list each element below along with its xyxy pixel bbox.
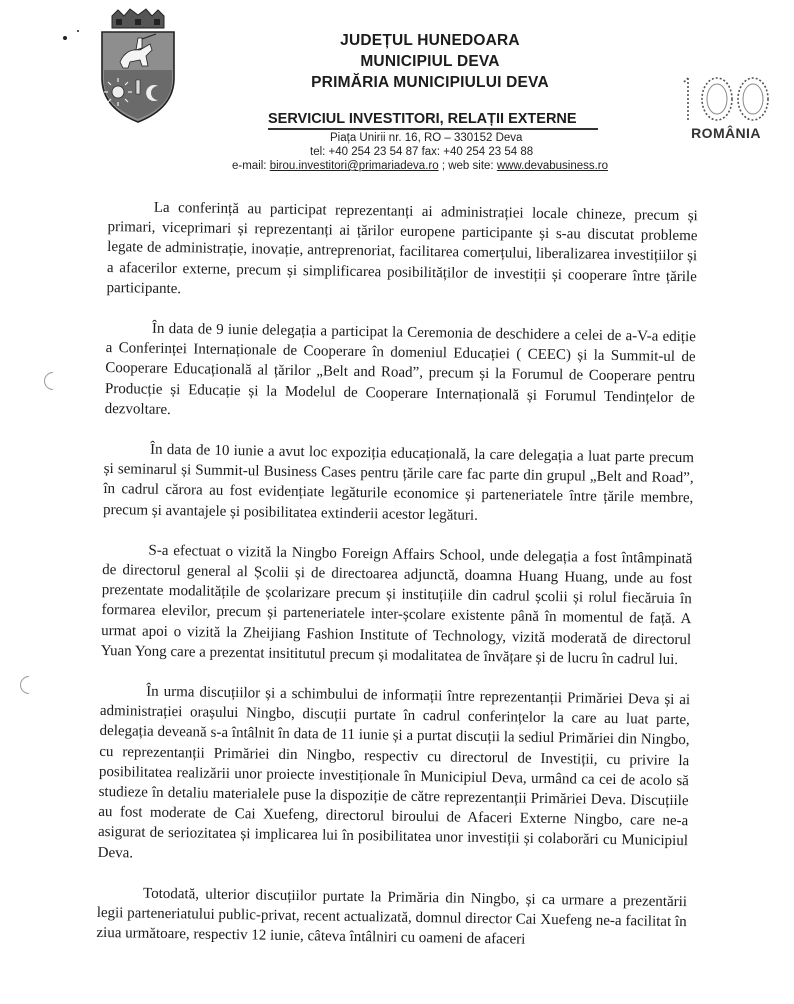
body-paragraph: Totodată, ulterior discuțiilor purtate la Primăria din Ningbo, și ca urmare a prezentării legii parteneriatului public-privat, recent actualizată, domnul director Cai Xuefeng ne-a facilitat în ziua următoare, respectiv 12 iunie, câteva întâlniri cu oameni de afaceri <box>96 885 688 948</box>
body-paragraph: În data de 9 iunie delegația a participat la Ceremonia de deschidere a celei de a-V-a ediție a Conferinței Internaționale de Cooperare în domeniul Educației ( CEEC) și la Summit-ul de Cooperare Educațională al țărilor „Belt and Road”, precum și la Forumul de Cooperare pentru Producție și Educație și la Modelul de Cooperare Internațională și Forumul Tendințelor de dezvoltare. <box>104 320 696 418</box>
email-link[interactable]: birou.investitori@primariadeva.ro <box>269 160 439 172</box>
municipality-name: MUNICIPIUL DEVA <box>360 53 500 70</box>
deva-coat-of-arms-icon <box>96 8 180 126</box>
contact-line <box>232 160 608 172</box>
body-paragraph: În urma discuțiilor și a schimbului de informații între reprezentanții Primăriei Deva și ai administrației orașului Ningbo, discuții purtate în cadrul conferințelor la care au luat parte, delegația deveană s-a întâlnit în data de 11 iunie și a purtat discuții la sediul Primăriei din Ningbo, cu reprezentanții Primăriei din Ningbo, respectiv cu directorul de Investiții, cu privire la posibilitatea realizării unor proiecte investiționale în Municipiul Deva, urmând ca cei de acolo să studieze în detaliu materialele puse la dispoziție de către reprezentanții Primăriei Deva. Discuțiile au fost moderate de Cai Xuefeng, directorul biroului de Afaceri Externe Ningbo, care ne-a asigurat de seriozitatea și implicarea lui în posibilitatea unor investiții și colaborări cu Municipiul Deva. <box>97 683 691 862</box>
address-line: Piața Unirii nr. 16, RO – 330152 Deva <box>330 132 523 144</box>
email-label: e-mail: <box>232 160 267 172</box>
letter-body <box>96 197 698 953</box>
phone-line: tel: +40 254 23 54 87 fax: +40 254 23 54 88 <box>310 146 534 158</box>
header-divider <box>268 128 598 130</box>
punch-hole-mark <box>40 368 65 393</box>
logo-country-text: ROMÂNIA <box>691 125 761 141</box>
service-name: SERVICIUL INVESTITORI, RELAȚII EXTERNE <box>268 111 577 127</box>
town-hall-name: PRIMĂRIA MUNICIPIULUI DEVA <box>311 74 549 91</box>
county-name: JUDEȚUL HUNEDOARA <box>340 32 520 49</box>
body-paragraph: La conferință au participat reprezentanți ai administrației locale chineze, precum și primari, viceprimari și reprezentanți ai țărilor europene participante și s-au discutat probleme legate de administrație, inovație, antreprenoriat, facilitarea comerțului, liberalizarea investițiilor și a afacerilor externe, precum și simplificarea posibilităților de investiții și cooperare între țările participante. <box>106 199 698 297</box>
scan-speck <box>63 36 67 40</box>
body-paragraph: S-a efectuat o vizită la Ningbo Foreign Affairs School, unde delegația a fost întâmpinată de directorul general al Școlii și de directoarea adjunctă, doamna Huang Huang, unde au fost prezentate modalitățile de școlarizare precum și instituțiile din cadrul școlii și rolul fiecăruia în formarea elevilor, precum și parteneriatele inter-școlare existente până în momentul de față. A urmat apoi o vizită la Zheijiang Fashion Institute of Technology, vizită moderată de directorul Yuan Yong care a prezentat insititutul precum și modalitatea de învățare și de lucru în cadrul lui. <box>100 542 693 668</box>
scan-speck <box>77 30 79 32</box>
punch-hole-mark <box>16 672 41 697</box>
institution-header <box>250 30 610 93</box>
website-label: ; web site: <box>441 160 494 172</box>
body-paragraph: În data de 10 iunie a avut loc expoziția educațională, la care delegația a luat parte precum și seminarul și Summit-ul Business Cases pentru țările care fac parte din grupul „Belt and Road”, în cadrul cărora au fost evidențiate legăturile economice și parteneriatele între țările membre, precum și avantajele și posibilitatea extinderii acestor legături. <box>102 441 695 524</box>
website-link[interactable]: www.devabusiness.ro <box>496 160 609 172</box>
